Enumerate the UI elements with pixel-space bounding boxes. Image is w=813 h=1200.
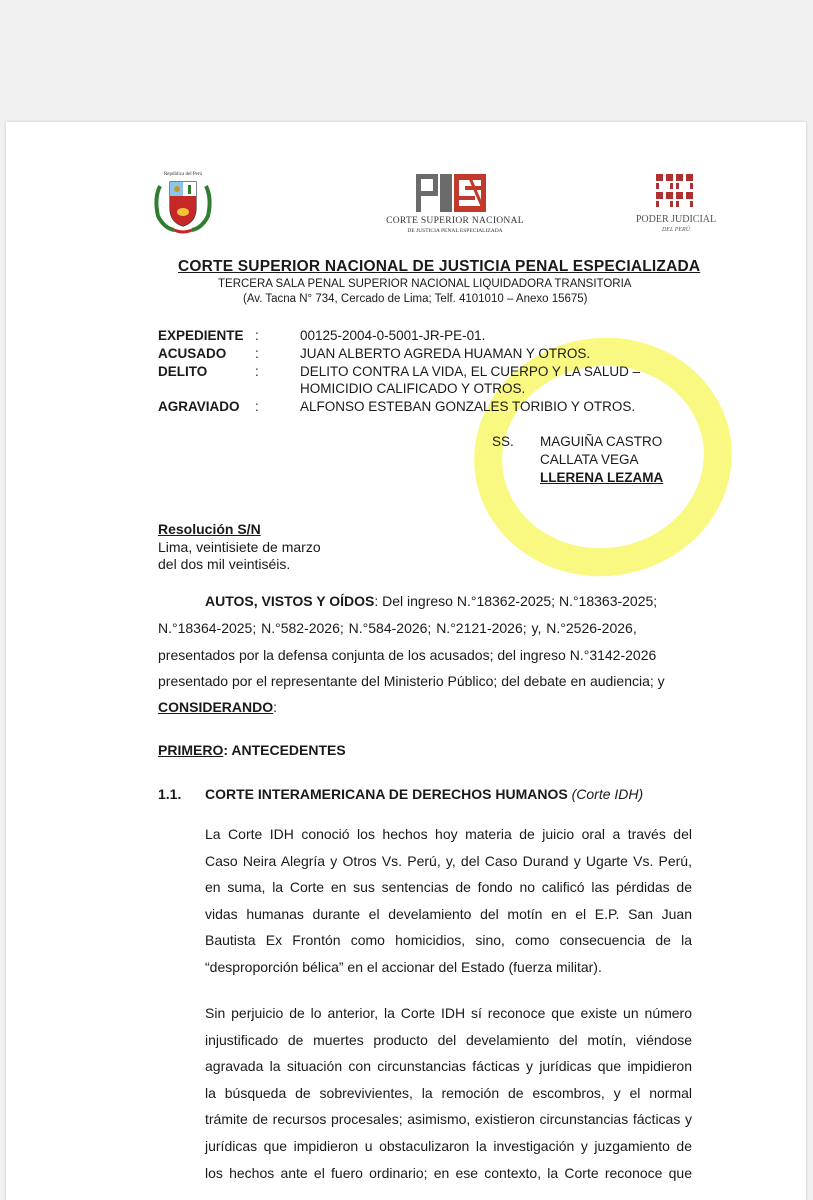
judge-3: LLERENA LEZAMA <box>540 470 664 485</box>
paragraph-2-line: injustificado de muertes producto del develamiento del motín, viéndose <box>205 1031 692 1048</box>
paragraph-2 <box>205 1000 692 1186</box>
paragraph-1-line: Caso Neira Alegría y Otros Vs. Perú, y, del Caso Durand y Ugarte Vs. Perú, <box>205 852 692 869</box>
autos-line1 <box>205 593 657 609</box>
resolution-title: Resolución S/N <box>158 521 261 537</box>
resolution-date-line1: Lima, veintisiete de marzo <box>158 539 321 555</box>
delito-label: DELITO <box>158 364 208 379</box>
csnjpe-logo <box>380 172 530 238</box>
expediente-label: EXPEDIENTE <box>158 328 244 343</box>
considerando-suffix: : <box>273 699 278 715</box>
judge-1: MAGUIÑA CASTRO <box>540 434 663 449</box>
poder-judicial-logo <box>628 172 724 238</box>
judge-2: CALLATA VEGA <box>540 452 639 467</box>
resolution-date-line2: del dos mil veintiséis. <box>158 556 291 572</box>
expediente-value: 00125-2004-0-5001-JR-PE-01. <box>300 328 486 343</box>
primero-heading <box>158 742 346 758</box>
court-subtitle-line2: (Av. Tacna N° 734, Cercado de Lima; Telf. 4101010 – Anexo 15675) <box>243 293 588 305</box>
peru-coat-of-arms-logo <box>152 168 214 236</box>
paragraph-2-line: Sin perjuicio de lo anterior, la Corte IDH sí reconoce que existe un número <box>205 1005 692 1021</box>
autos-lead: AUTOS, VISTOS Y OÍDOS <box>205 593 375 609</box>
acusado-label: ACUSADO <box>158 346 227 361</box>
autos-line2: N.°18364-2025; N.°582-2026; N.°584-2026; N.°2121-2026; y, N.°2526-2026, <box>158 620 637 636</box>
delito-value: DELITO CONTRA LA VIDA, EL CUERPO Y LA SALUD – <box>300 364 641 379</box>
agraviado-value: ALFONSO ESTEBAN GONZALES TORIBIO Y OTROS. <box>300 399 636 414</box>
court-title: CORTE SUPERIOR NACIONAL DE JUSTICIA PENAL ESPECIALIZADA <box>178 258 701 275</box>
primero-suffix: : ANTECEDENTES <box>223 742 346 758</box>
agraviado-label: AGRAVIADO <box>158 399 240 414</box>
agraviado-colon: : <box>255 399 259 414</box>
primero-label: PRIMERO <box>158 742 224 758</box>
delito-value-line2: HOMICIDIO CALIFICADO Y OTROS. <box>300 381 526 396</box>
considerando-line <box>158 699 277 715</box>
section-1-1-heading <box>205 786 643 802</box>
court-subtitle-line1: TERCERA SALA PENAL SUPERIOR NACIONAL LIQUIDADORA TRANSITORIA <box>218 278 632 290</box>
paragraph-2-line: la búsqueda de sobrevivientes, la remoción de escombros, y el normal <box>205 1084 692 1101</box>
expediente-colon: : <box>255 328 259 343</box>
autos-line4: presentado por el representante del Ministerio Público; del debate en audiencia; y <box>158 673 665 689</box>
acusado-colon: : <box>255 346 259 361</box>
csnjpe-name-line2: DE JUSTICIA PENAL ESPECIALIZADA <box>407 228 503 234</box>
paragraph-1-line: vidas humanas durante el develamiento del motín en el E.P. San Juan <box>205 905 692 922</box>
considerando-label: CONSIDERANDO <box>158 699 274 715</box>
paragraph-2-line: jurídicas que impidieron u obstaculizaron la investigación y juzgamiento de <box>205 1137 692 1154</box>
section-1-1-number: 1.1. <box>158 786 182 802</box>
pj-name-line2: DEL PERÚ <box>661 227 691 233</box>
paragraph-1-line: “desproporción bélica” en el accionar del Estado (fuerza militar). <box>205 958 602 975</box>
paragraph-2-line: agravada la situación con circunstancias fácticas y jurídicas que impidieron <box>205 1058 692 1075</box>
acusado-value: JUAN ALBERTO AGREDA HUAMAN Y OTROS. <box>300 346 591 361</box>
section-1-1-suffix: (Corte IDH) <box>571 786 644 802</box>
ss-label: SS. <box>492 434 514 449</box>
autos-line1-rest: : Del ingreso N.°18362-2025; N.°18363-2025; <box>374 593 658 609</box>
csnjpe-name-line1: CORTE SUPERIOR NACIONAL <box>386 216 524 226</box>
paragraph-1-line: La Corte IDH conoció los hechos hoy materia de juicio oral a través del <box>205 826 692 842</box>
paragraph-2-line: trámite de recursos procesales; asimismo, existieron circunstancias fácticas y <box>205 1111 692 1128</box>
paragraph-2-line: los hechos ante el fuero ordinario; en ese contexto, la Corte reconoce que <box>205 1164 692 1181</box>
paragraph-1-line: Bautista Ex Frontón como homicidios, sino, como consecuencia de la <box>205 932 692 949</box>
pj-name-line1: PODER JUDICIAL <box>635 214 717 225</box>
peru-shield-text: República del Perú <box>163 172 203 177</box>
section-1-1-title: CORTE INTERAMERICANA DE DERECHOS HUMANOS <box>205 786 568 802</box>
paragraph-1-line: en suma, la Corte en sus sentencias de fondo no calificó las pérdidas de <box>205 879 692 896</box>
autos-line3: presentados por la defensa conjunta de los acusados; del ingreso N.°3142-2026 <box>158 647 657 663</box>
delito-colon: : <box>255 364 259 379</box>
paragraph-1 <box>205 821 692 981</box>
